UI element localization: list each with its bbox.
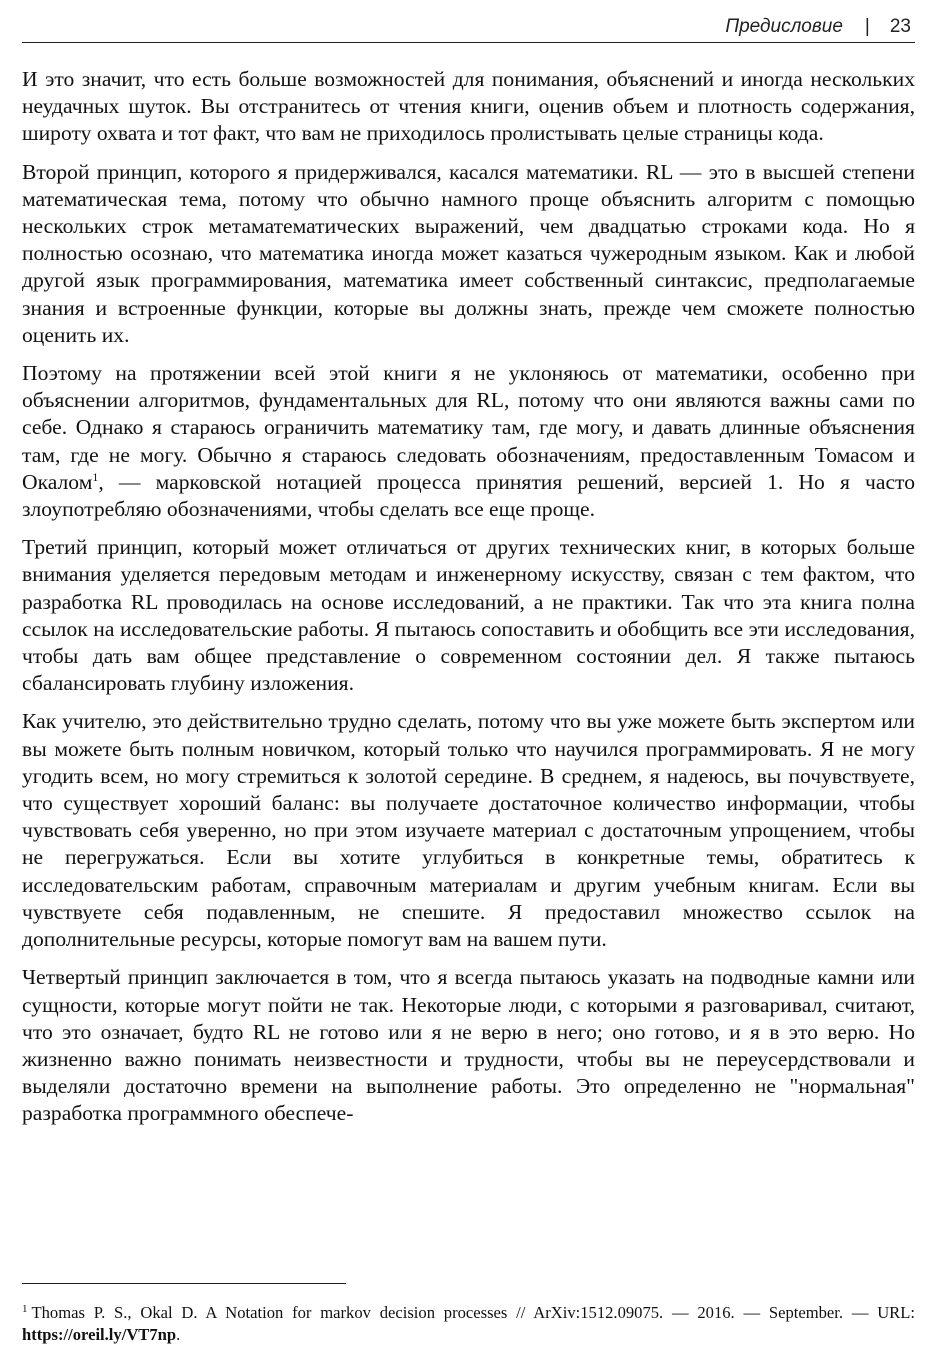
paragraph-3-end: , — марковской нотацией процесса принятия решений, версией 1. Но я часто злоупотребляю обозначениями, чтобы сделать все еще проще. [22, 469, 915, 522]
footnote-end: . [176, 1325, 181, 1344]
body-text [22, 66, 915, 1139]
paragraph-1: И это значит, что есть больше возможностей для понимания, объяснений и иногда нескольких неудачных шуток. Вы отстранитесь от чтения книги, оценив объем и плотность содержания, широту охвата и тот факт, что вам не приходилось пролистывать целые страницы кода. [22, 67, 915, 146]
page-number: 23 [889, 16, 911, 37]
footnote-text: Thomas P. S., Okal D. A Notation for markov decision processes // ArXiv:1512.09075. — 2016. — September. — URL: [31, 1303, 915, 1322]
header-separator: | [864, 16, 870, 37]
book-page [22, 0, 915, 1362]
footnote-divider [22, 1283, 346, 1284]
paragraph-3 [22, 360, 915, 523]
running-header [22, 14, 915, 43]
footnote-link[interactable]: https://oreil.ly/VT7np [22, 1325, 177, 1344]
footnote [22, 1302, 915, 1346]
paragraph-2: Второй принцип, которого я придерживался, касался математики. RL — это в высшей степени математическая тема, потому что обычно намного проще объяснить алгоритм с помощью нескольких строк метаматематических выражений, чем двадцатью строками кода. Но я полностью осознаю, что математика иногда может казаться чужеродным языком. Как и любой другой язык программирования, математика имеет собственный синтаксис, предполагаемые знания и встроенные функции, которые вы должны знать, прежде чем сможете полностью оценить их. [22, 159, 915, 347]
paragraph-3-start: Поэтому на протяжении всей этой книги я не уклоняюсь от математики, особенно при объяснении алгоритмов, фундаментальных для RL, потому что они являются важны сами по себе. Однако я стараюсь ограничить математику там, где могу, и давать длинные объяснения там, где не могу. Обычно я стараюсь следовать обозначениям, предоставленным Томасом и Окалом [22, 361, 915, 494]
chapter-title: Предисловие [725, 16, 843, 37]
footnote-reference[interactable]: 1 [92, 469, 99, 484]
paragraph-4: Третий принцип, который может отличаться от других технических книг, в которых больше внимания уделяется передовым методам и инженерному искусству, связан с тем фактом, что разработка RL проводилась на основе исследований, а не практики. Так что эта книга полна ссылок на исследовательские работы. Я пытаюсь сопоставить и обобщить все эти исследования, чтобы дать вам общее представление о современном состоянии дел. Я также пытаюсь сбалансировать глубину изложения. [22, 535, 915, 696]
footnote-marker: 1 [22, 1303, 28, 1315]
paragraph-6: Четвертый принцип заключается в том, что я всегда пытаюсь указать на подводные камни или сущности, которые могут пойти не так. Некоторые люди, с которыми я разговаривал, считают, что это означает, будто RL не готово или я не верю в него; оно готово, и я в это верю. Но жизненно важно понимать неизвестности и трудности, чтобы вы не переусердствовали и выделяли достаточно времени на выполнение работы. Это определенно не "нормальная" разработка программного обеспече- [22, 965, 915, 1126]
paragraph-5: Как учителю, это действительно трудно сделать, потому что вы уже можете быть экспертом или вы можете быть полным новичком, который только что научился программировать. Я не могу угодить всем, но могу стремиться к золотой середине. В среднем, я надеюсь, вы почувствуете, что существует хороший баланс: вы получаете достаточное количество информации, чтобы чувствовать себя уверенно, но при этом изучаете материал с достаточным упрощением, чтобы не перегружаться. Если вы хотите углубиться в конкретные темы, обратитесь к исследовательским работам, справочным материалам и другим учебным книгам. Если вы чувствуете себя подавленным, не спешите. Я предоставил множество ссылок на дополнительные ресурсы, которые помогут вам на вашем пути. [22, 709, 915, 952]
